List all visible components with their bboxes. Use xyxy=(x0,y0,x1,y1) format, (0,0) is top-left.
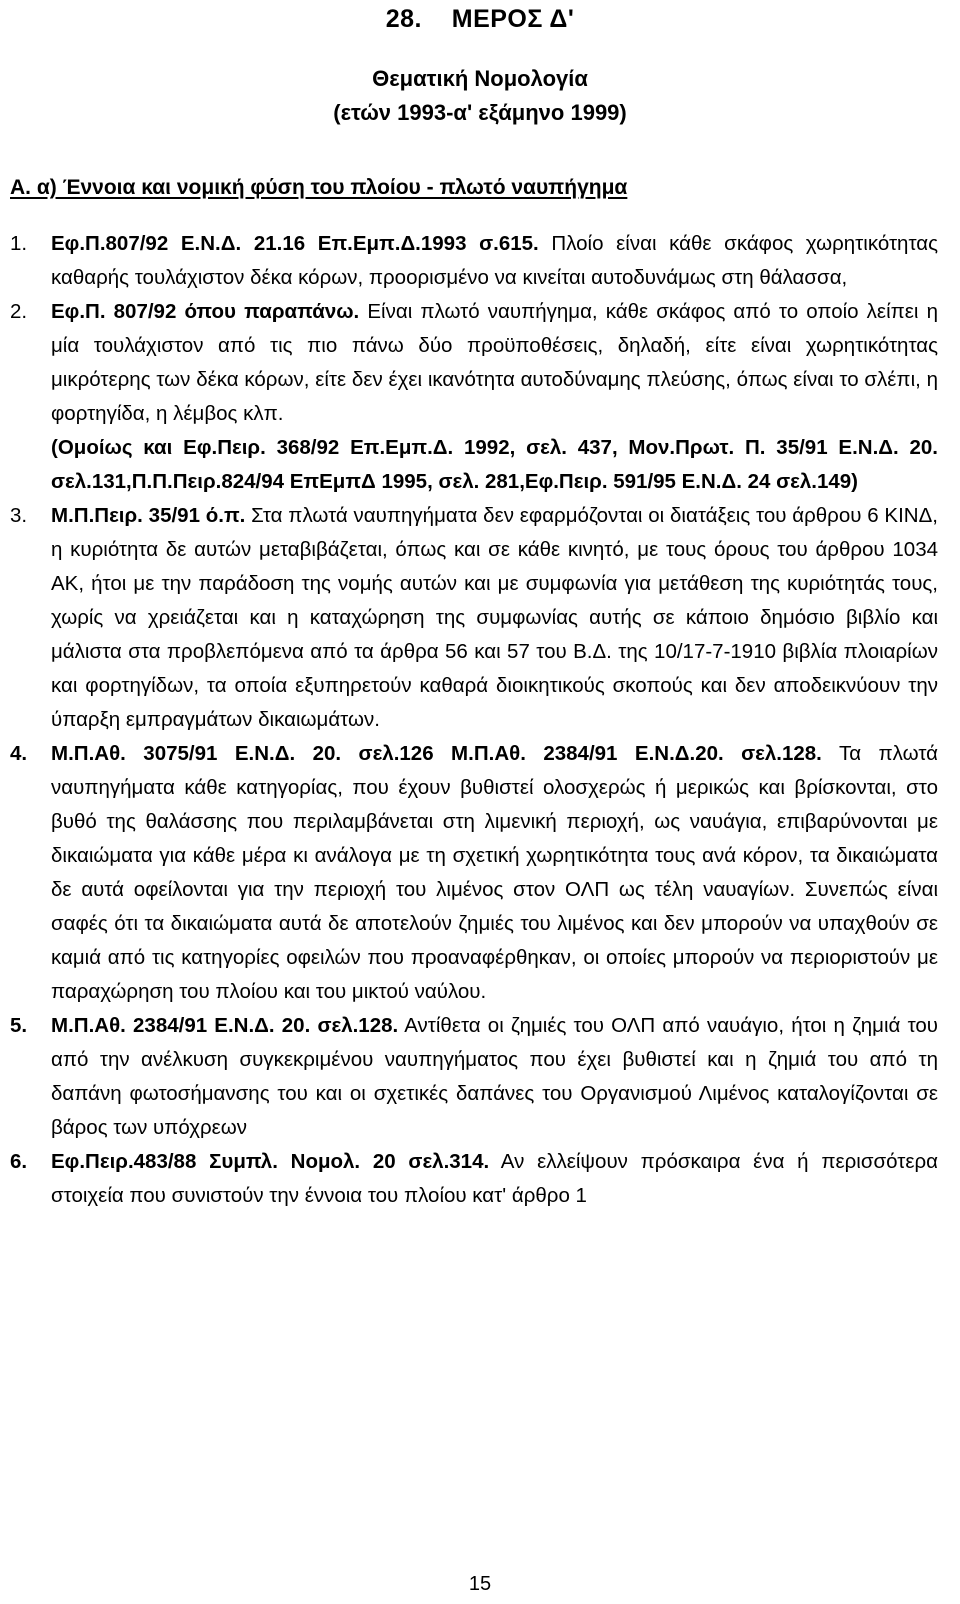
entry-body xyxy=(51,295,938,499)
entry-text: Πλοίο είναι κάθε σκάφος χωρητικότητας καθαρής τουλάχιστον δέκα κόρων, προορισμένο να κινείται αυτοδυνάμως στη θάλασσα, xyxy=(51,232,938,289)
entry-text: Τα πλωτά ναυπηγήματα κάθε κατηγορίας, που έχουν βυθιστεί ολοσχερώς ή μερικώς και βρίσκονται, στο βυθό της θαλάσσης που περιλαμβάνεται στη λιμενική περιοχή, ως ναυάγια, επιβαρύνονται με δικαιώματα για κάθε μέρα κι ανάλογα με τη σχετική χωρητικότητα τους ανά κόρον, τα δικαιώματα δε αυτά οφείλονται για την περιοχή του λιμένος στον ΟΛΠ ως τέλη ναυαγίων. Συνεπώς είναι σαφές ότι τα δικαιώματα αυτά δε αποτελούν ζημιές του λιμένος και δεν μπορούν να υπαχθούν σε καμιά από τις κατηγορίες οφειλών που προαναφέρθηκαν, οι οποίες μπορούν να περιοριστούν με παραχώρηση του πλοίου και του μικτού ναύλου. xyxy=(51,742,938,1003)
entry-number: 4. xyxy=(10,742,28,765)
entry-body xyxy=(51,1009,938,1145)
page-number: 15 xyxy=(468,1573,492,1595)
subtitle-line-1: Θεματική Νομολογία xyxy=(372,66,588,91)
entry-body xyxy=(51,737,938,1009)
entry-number: 6. xyxy=(10,1150,28,1173)
entry-text: Είναι πλωτό ναυπήγημα, κάθε σκάφος από το οποίο λείπει η μία τουλάχιστον από τις πιο πάνω δύο προϋποθέσεις, δηλαδή, είτε είναι χωρητικότητας μικρότερης των δέκα κόρων, είτε δεν έχει ικανότητα αυτοδύναμης πλεύσης, όπως είναι το σλέπι, η φορτηγίδα, η λέμβος κλπ. xyxy=(51,300,938,425)
entry-text: Στα πλωτά ναυπηγήματα δεν εφαρμόζονται οι διατάξεις του άρθρου 6 ΚΙΝΔ, η κυριότητα δε αυτών μεταβιβάζεται, όπως και σε κάθε κινητό, με τους όρους του άρθρου 1034 ΑΚ, ήτοι με την παράδοση της νομής αυτών και με συμφωνία για μετάθεση της κυριότητάς τους, χωρίς να χρειάζεται και η καταχώρηση της συμφωνίας αυτής σε κάποιο δημόσιο βιβλίο και μάλιστα στα προβλεπόμενα από τα άρθρα 56 και 57 του Β.Δ. της 10/17-7-1910 βιβλία πλοιαρίων και φορτηγίδων, τα οποία εξυπηρετούν καθαρά διοικητικούς σκοπούς και δεν αποδεικνύουν την ύπαρξη εμπραγμάτων δικαιωμάτων. xyxy=(51,504,938,731)
entry-text: Αντίθετα οι ζημιές του ΟΛΠ από ναυάγιο, ήτοι η ζημιά του από την ανέλκυση συγκεκριμένου ναυπηγήματος που έχει βυθιστεί και η ζημιά του από τη δαπάνη φωτοσήμανσης του και οι σχετικές δαπάνες του Οργανισμού Λιμένος καταλογίζονται σε βάρος των υπόχρεων xyxy=(51,1014,938,1139)
entry-text: Αν ελλείψουν πρόσκαιρα ένα ή περισσότερα στοιχεία που συνιστούν την έννοια του πλοίου κατ' άρθρο 1 xyxy=(51,1150,938,1207)
list-item xyxy=(10,499,938,737)
list-item xyxy=(10,227,938,295)
entry-number: 2. xyxy=(10,300,28,323)
entry-number: 5. xyxy=(10,1014,28,1037)
entry-citation: Μ.Π.Αθ. 2384/91 Ε.Ν.Δ. 20. σελ.128. xyxy=(51,1014,399,1037)
list-item xyxy=(10,295,938,499)
entry-body xyxy=(51,499,938,737)
case-law-list xyxy=(10,227,938,1213)
entry-reference-note: (Ομοίως και Εφ.Πειρ. 368/92 Επ.Εμπ.Δ. 1992, σελ. 437, Μον.Πρωτ. Π. 35/91 Ε.Ν.Δ. 20. σελ.131,Π.Π.Πειρ.824/94 ΕπΕμπΔ 1995, σελ. 281,Εφ.Πειρ. 591/95 Ε.Ν.Δ. 24 σελ.149) xyxy=(51,436,938,493)
entry-citation: Εφ.Πειρ.483/88 Συμπλ. Νομολ. 20 σελ.314. xyxy=(51,1150,490,1173)
section-heading: Α. α) Έννοια και νομική φύση του πλοίου - πλωτό ναυπήγημα xyxy=(10,176,628,199)
list-item xyxy=(10,1145,938,1213)
entry-citation: Μ.Π.Πειρ. 35/91 ό.π. xyxy=(51,504,246,527)
subtitle-line-2: (ετών 1993-α' εξάμηνο 1999) xyxy=(333,100,627,125)
list-item xyxy=(10,1009,938,1145)
entry-citation: Μ.Π.Αθ. 3075/91 Ε.Ν.Δ. 20. σελ.126 Μ.Π.Αθ. 2384/91 Ε.Ν.Δ.20. σελ.128. xyxy=(51,742,822,765)
entry-body xyxy=(51,1145,938,1213)
entry-body xyxy=(51,227,938,295)
list-item xyxy=(10,737,938,1009)
entry-number: 3. xyxy=(10,504,28,527)
entry-number: 1. xyxy=(10,232,28,255)
entry-citation: Εφ.Π.807/92 Ε.Ν.Δ. 21.16 Επ.Εμπ.Δ.1993 σ.615. xyxy=(51,232,539,255)
entry-citation: Εφ.Π. 807/92 όπου παραπάνω. xyxy=(51,300,360,323)
chapter-title: 28. ΜΕΡΟΣ Δ' xyxy=(385,5,575,33)
